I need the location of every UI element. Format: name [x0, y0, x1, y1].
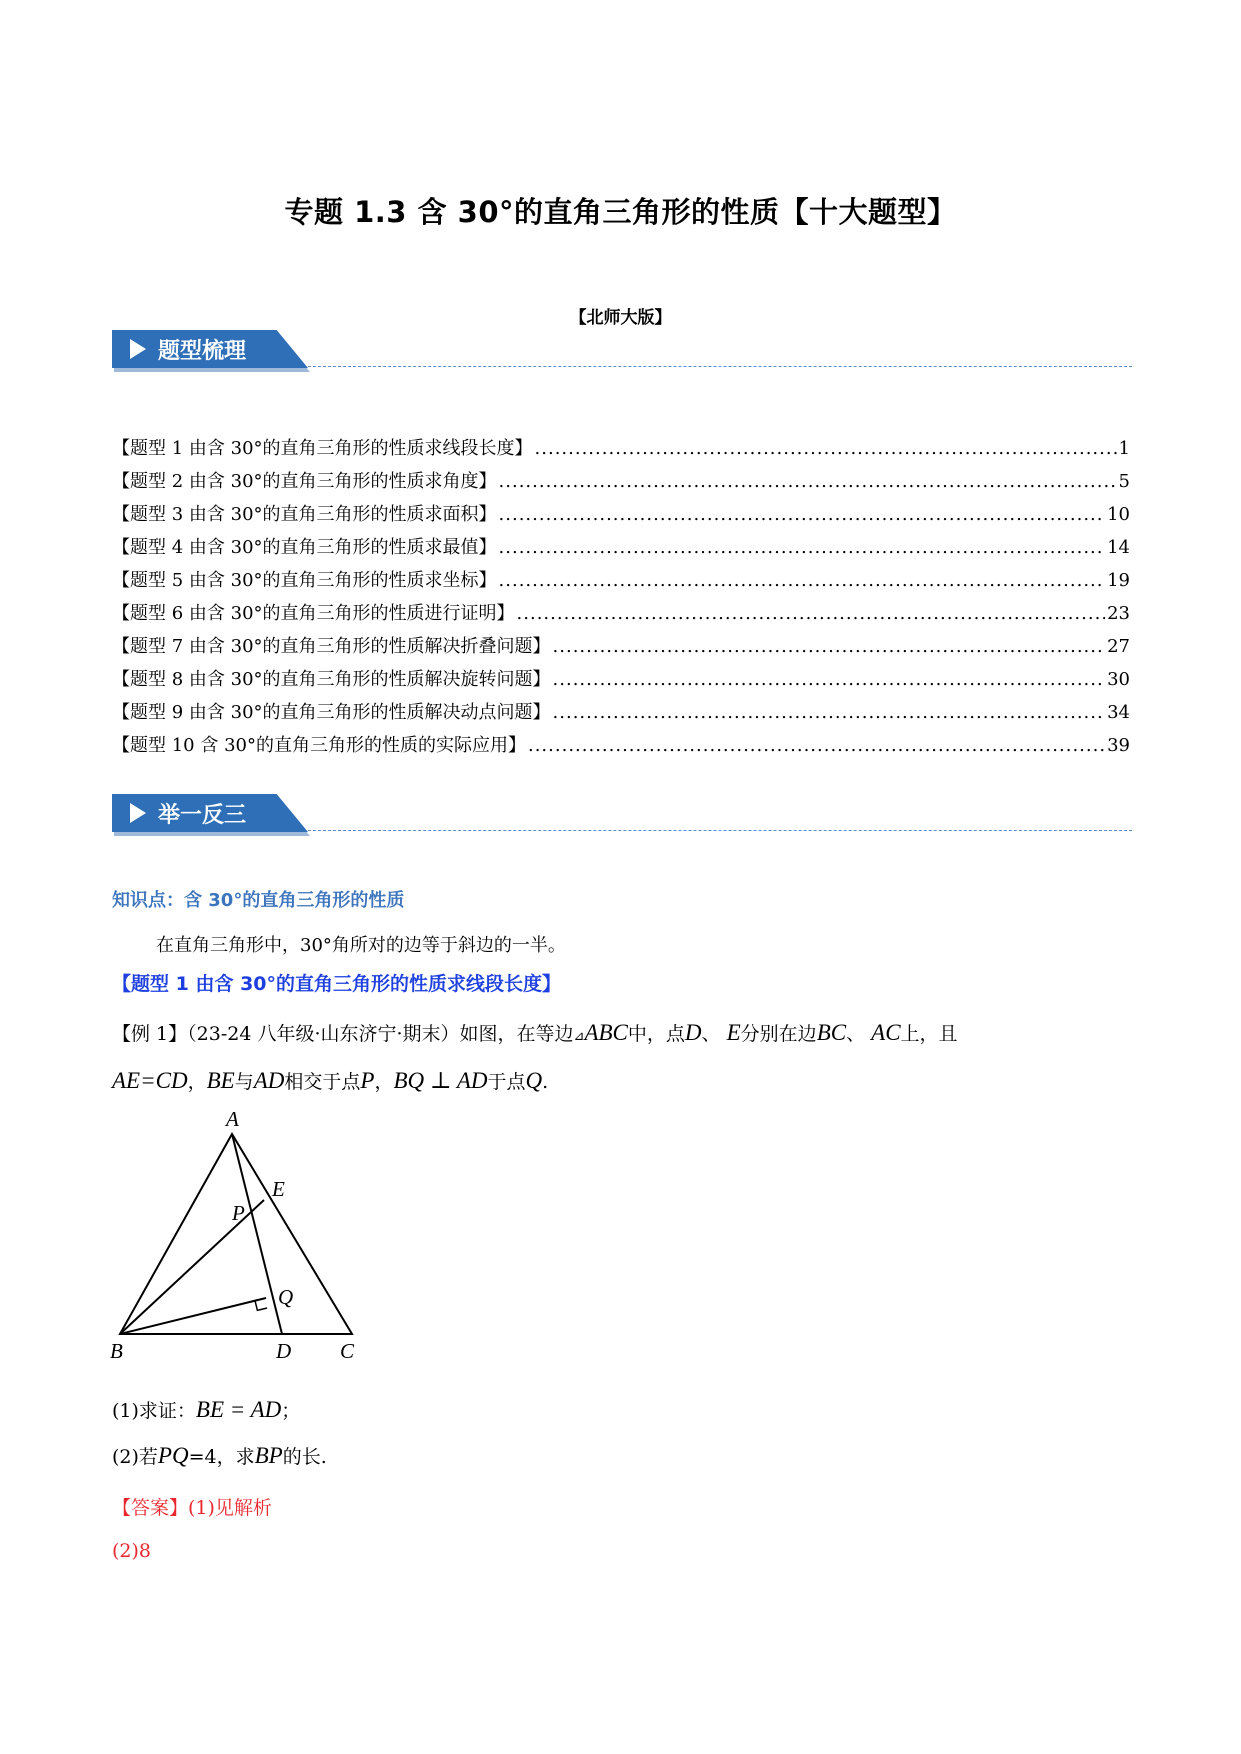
knowledge-point-body: 在直角三角形中，30°角所对的边等于斜边的一半。 [156, 935, 566, 956]
toc-entry[interactable]: 【题型 10 含 30°的直角三角形的性质的实际应用】 ..... 39 [112, 731, 1130, 764]
label-e: E [272, 1177, 285, 1201]
question-2: (2)若PQ=4，求BP的长. [112, 1443, 327, 1468]
question-1: (1)求证：BE = AD； [112, 1397, 301, 1422]
label-c: C [340, 1339, 355, 1363]
label-a: A [226, 1108, 239, 1131]
segment-bq [120, 1298, 266, 1334]
dashed-divider [308, 830, 1132, 831]
triangle-figure [108, 1108, 378, 1368]
table-of-contents [112, 434, 1130, 764]
answer-line-1: 【答案】(1)见解析 [112, 1497, 272, 1519]
dashed-divider [308, 366, 1132, 367]
toc-entry[interactable]: 【题型 3 由含 30°的直角三角形的性质求面积】 ..... 10 [112, 500, 1130, 533]
label-b: B [110, 1339, 123, 1363]
toc-entry[interactable]: 【题型 7 由含 30°的直角三角形的性质解决折叠问题】 ..... 27 [112, 632, 1130, 665]
toc-entry[interactable]: 【题型 8 由含 30°的直角三角形的性质解决旋转问题】 ..... 30 [112, 665, 1130, 698]
triangle-symbol: ⊿ [573, 1029, 585, 1044]
example-statement-line1: 【例 1】（23-24 八年级·山东济宁·期末）如图，在等边⊿ABC中，点D、 E分别在边BC、 AC上，且 [112, 1020, 958, 1045]
label-d: D [276, 1339, 292, 1363]
answer-line-2: (2)8 [112, 1540, 152, 1562]
page-title: 专题 1.3 含 30°的直角三角形的性质【十大题型】 [284, 195, 957, 229]
toc-entry[interactable]: 【题型 1 由含 30°的直角三角形的性质求线段长度】 ..... 1 [112, 434, 1130, 467]
section-banner-overview [112, 330, 1132, 370]
answer-label: 【答案】 [112, 1497, 189, 1519]
toc-entry[interactable]: 【题型 4 由含 30°的直角三角形的性质求最值】 ..... 14 [112, 533, 1130, 566]
right-angle-mark [255, 1301, 267, 1311]
label-p: P [232, 1201, 245, 1225]
knowledge-point-title: 知识点：含 30°的直角三角形的性质 [112, 890, 405, 911]
toc-entry[interactable]: 【题型 6 由含 30°的直角三角形的性质进行证明】 ..... 23 [112, 599, 1130, 632]
section-label: 举一反三 [158, 803, 247, 828]
type-heading: 【题型 1 由含 30°的直角三角形的性质求线段长度】 [112, 973, 562, 995]
section-banner-examples [112, 794, 1132, 834]
toc-entry[interactable]: 【题型 9 由含 30°的直角三角形的性质解决动点问题】 ..... 34 [112, 698, 1130, 731]
toc-entry[interactable]: 【题型 2 由含 30°的直角三角形的性质求角度】 ..... 5 [112, 467, 1130, 500]
toc-entry[interactable]: 【题型 5 由含 30°的直角三角形的性质求坐标】 ..... 19 [112, 566, 1130, 599]
play-arrow-icon [130, 803, 146, 823]
example-label: 【例 1】 [112, 1023, 188, 1045]
edition-label: 【北师大版】 [569, 308, 672, 328]
example-statement-line2: AE=CD，BE与AD相交于点P，BQ ⊥ AD于点Q. [112, 1068, 549, 1093]
triangle-abc [120, 1134, 352, 1334]
label-q: Q [278, 1285, 294, 1309]
section-label: 题型梳理 [158, 339, 247, 364]
play-arrow-icon [130, 339, 146, 359]
